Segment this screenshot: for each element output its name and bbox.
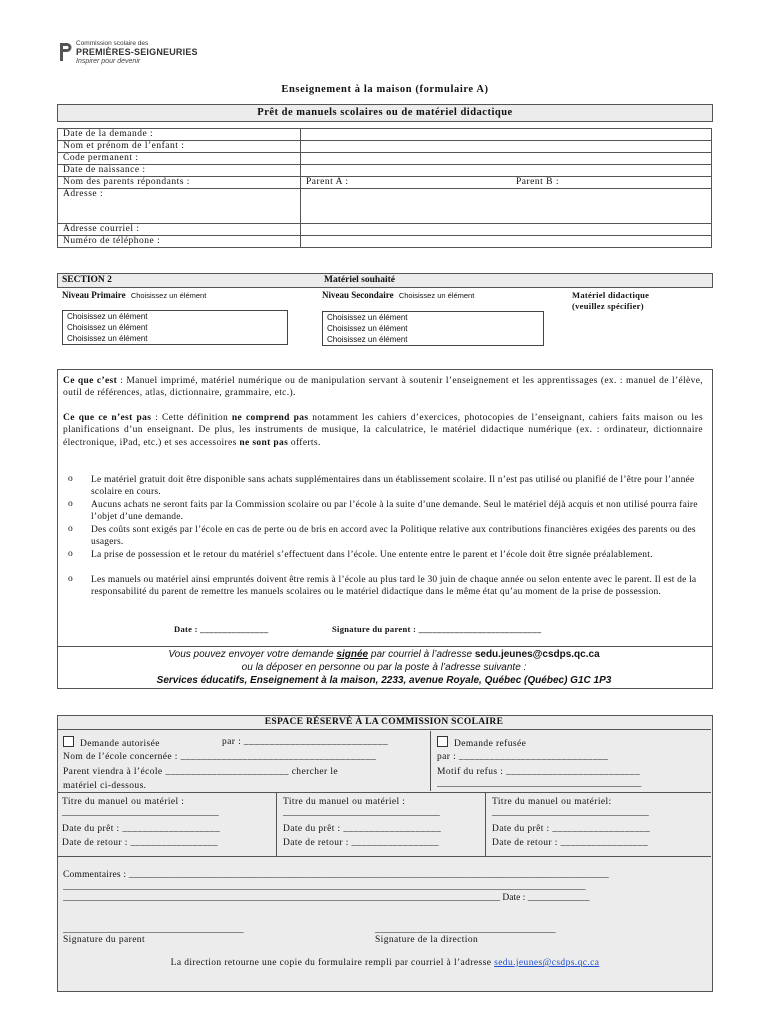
adresse-field[interactable] [301,189,712,224]
ce-nest-text3: offerts. [288,437,321,448]
secondaire-choice-3[interactable]: Choisissez un élément [327,335,408,344]
section2-bar [57,273,713,288]
refusee-label: Demande refusée [454,739,527,749]
ce-nest-text1: : Cette définition [151,413,232,423]
date-signature-field[interactable]: Date : _______________ [174,624,269,634]
titre-3-field[interactable]: _________________________________ [492,808,649,818]
motif-field[interactable]: Motif du refus : __________________________ [437,767,640,777]
contact-block [57,648,711,687]
ce-que-label: Ce que c’est [63,376,118,386]
ce-que-cest [63,375,703,400]
titre-2-label: Titre du manuel ou matériel : [283,797,406,807]
primaire-label: Niveau Primaire [62,290,126,300]
courriel-label: Adresse courriel : [58,224,301,236]
titre-2-field[interactable]: _________________________________ [283,808,440,818]
date-pret-1[interactable]: Date du prêt : ___________________ [62,824,221,834]
contact-line1-b: par courriel à l’adresse [368,649,475,660]
contact-address: Services éducatifs, Enseignement à la maison, 2233, avenue Royale, Québec (Québec) G1C 1P3 [156,675,612,686]
section2-label: SECTION 2 [62,275,112,285]
reserved-divider [430,731,431,791]
refusee-row [437,736,526,749]
code-permanent-label: Code permanent : [58,153,301,165]
secondaire-select[interactable]: Choisissez un élément [398,291,475,300]
sig-direction-line[interactable]: ______________________________________ [375,925,556,935]
info-table [57,128,712,248]
telephone-field[interactable] [301,236,712,248]
date-naissance-label: Date de naissance : [58,165,301,177]
logo-tagline: Inspirer pour devenir [76,58,141,65]
ne-sont-pas: ne sont pas [239,437,289,448]
bullet-4: La prise de possession et le retour du matériel s’effectuent dans l’école. Une entente entre le parent et l’école doit être signée préalablement. [91,550,653,560]
primaire-choices [62,310,288,345]
date-retour-3[interactable]: Date de retour : _________________ [492,838,649,848]
reserved-title: ESPACE RÉSERVÉ À LA COMMISSION SCOLAIRE [57,715,711,730]
primaire-choice-3[interactable]: Choisissez un élément [67,334,148,343]
secondaire-label: Niveau Secondaire [322,290,394,300]
adresse-label: Adresse : [58,189,301,224]
bullet-4-icon: o [68,549,73,559]
motif-line[interactable]: ___________________________________________ [437,779,642,789]
parent-a-field[interactable]: Parent A : [301,177,512,189]
commentaires-line2[interactable]: ______________________________________________________________________________________________________________ [63,882,586,892]
sig-parent-label: Signature du parent [63,935,145,945]
materiel-label: matériel ci-dessous. [63,781,147,791]
bullet-3-icon: o [68,524,73,534]
sig-parent-line[interactable]: ______________________________________ [63,925,244,935]
section2-heading: Matériel souhaité [324,275,395,285]
ce-que-text: : Manuel imprimé, matériel numérique ou de manipulation servant à soutenir l’enseignement et les apprentissages (ex. : manuel de l’élève, outil de références, atlas, dictionnaire, grammaire, etc.). [63,376,703,399]
ecole-field[interactable]: Nom de l’école concernée : ______________________________________ [63,752,377,762]
parent-b-field[interactable]: Parent B : [511,177,712,189]
ce-nest-text2: notamment les cahiers d’exercices, photocopies de l’enseignant, cahiers faits maison ou les planifications d’un enseignant. De plus, les instruments de musique, la calculatrice, le matériel didactique numérique (ex. : ordinateur, dictionnaire électronique, iPad, etc.) et ses accessoires [63,413,703,448]
nom-enfant-field[interactable] [301,141,712,153]
courriel-field[interactable] [301,224,712,236]
logo [58,40,248,68]
bullet-5: Les manuels ou matériel ainsi empruntés doivent être remis à l’école au plus tard le 30 juin de chaque année ou selon entente avec le parent. Il est de la responsabilité du parent de remettre les manuels scolaires ou le matériel didactique dans le même état qu’au moment de la prise de possession. [91,575,697,598]
autorisee-row [63,736,160,749]
primaire-select[interactable]: Choisissez un élément [130,291,207,300]
contact-line1-a: Vous pouvez envoyer votre demande [168,649,337,660]
refusee-par-field[interactable]: par : _____________________________ [437,752,609,762]
bullet-1-icon: o [68,474,73,484]
secondaire-row [322,290,474,300]
parent-viendra-field[interactable]: Parent viendra à l’école ________________________ chercher le [63,767,339,777]
date-demande-label: Date de la demande : [58,129,301,141]
secondaire-choices [322,311,544,346]
titre-1-field[interactable]: _________________________________ [62,808,219,818]
footer-text: La direction retourne une copie du formulaire rempli par courriel à l’adresse [170,958,495,968]
nom-enfant-label: Nom et prénom de l’enfant : [58,141,301,153]
secondaire-choice-2[interactable]: Choisissez un élément [327,324,408,333]
signee-word: signée [336,649,369,660]
grid-divider-2 [485,793,486,856]
refusee-checkbox[interactable] [437,736,448,747]
ne-comprend-pas: ne comprend pas [231,413,309,423]
ce-nest-pas [63,412,703,449]
grid-divider-1 [276,793,277,856]
date-naissance-field[interactable] [301,165,712,177]
divider [57,646,713,647]
bullet-2: Aucuns achats ne seront faits par la Commission scolaire ou par l’école à la suite d’une demande. Seul le matériel déjà acquis et non utilisé pourra faire l’objet d’une demande. [91,500,698,523]
telephone-label: Numéro de téléphone : [58,236,301,248]
bullet-5-icon: o [68,574,73,584]
date-pret-3[interactable]: Date du prêt : ___________________ [492,824,651,834]
secondaire-choice-1[interactable]: Choisissez un élément [327,313,408,322]
date-demande-field[interactable] [301,129,712,141]
date-retour-1[interactable]: Date de retour : _________________ [62,838,219,848]
footer-note [0,958,770,968]
bullet-2-icon: o [68,499,73,509]
contact-email[interactable]: sedu.jeunes@csdps.qc.ca [474,649,600,660]
contact-line1 [57,648,711,661]
autorisee-checkbox[interactable] [63,736,74,747]
date-pret-2[interactable]: Date du prêt : ___________________ [283,824,442,834]
didactique-note: (veuillez spécifier) [572,301,644,311]
primaire-choice-2[interactable]: Choisissez un élément [67,323,148,332]
footer-email-link[interactable]: sedu.jeunes@csdps.qc.ca [494,958,600,968]
code-permanent-field[interactable] [301,153,712,165]
titre-3-label: Titre du manuel ou matériel: [492,797,612,807]
autorisee-label: Demande autorisée [80,739,160,749]
logo-line2: PREMIÈRES-SEIGNEURIES [76,47,198,57]
logo-mark-icon [58,41,72,63]
parent-signature-field[interactable]: Signature du parent : ___________________________ [332,624,542,634]
page-title: Enseignement à la maison (formulaire A) [281,84,489,95]
sig-direction-label: Signature de la direction [375,935,479,945]
ce-nest-label: Ce que ce n’est pas [63,413,152,423]
contact-line2: ou la déposer en personne ou par la poste à l’adresse suivante : [241,662,527,673]
logo-line1: Commission scolaire des [76,40,149,47]
primaire-choice-1[interactable]: Choisissez un élément [67,312,148,321]
date-retour-2[interactable]: Date de retour : _________________ [283,838,440,848]
form-subtitle: Prêt de manuels scolaires ou de matériel didactique [57,104,713,122]
commentaires-date-line[interactable]: ____________________________________________________________________________________________ Date : _____________ [63,893,590,903]
autorisee-par-field[interactable]: par : ____________________________ [222,737,389,747]
didactique-label: Matériel didactique [572,290,650,300]
didactique-label-block [572,290,649,312]
primaire-row [62,290,206,300]
commentaires-field[interactable]: Commentaires : _________________________________________________________________________________________________ [63,870,609,880]
parents-label: Nom des parents répondants : [58,177,301,189]
titre-1-label: Titre du manuel ou matériel : [62,797,185,807]
bullet-3: Des coûts sont exigés par l’école en cas de perte ou de bris en accord avec la Politique relative aux contributions financières exigées des parents ou des usagers. [91,525,696,548]
bullet-1: Le matériel gratuit doit être disponible sans achats supplémentaires dans un établissement scolaire. Il n’est pas utilisé ou planifié de l’être pour l’année scolaire en cours. [91,475,695,498]
